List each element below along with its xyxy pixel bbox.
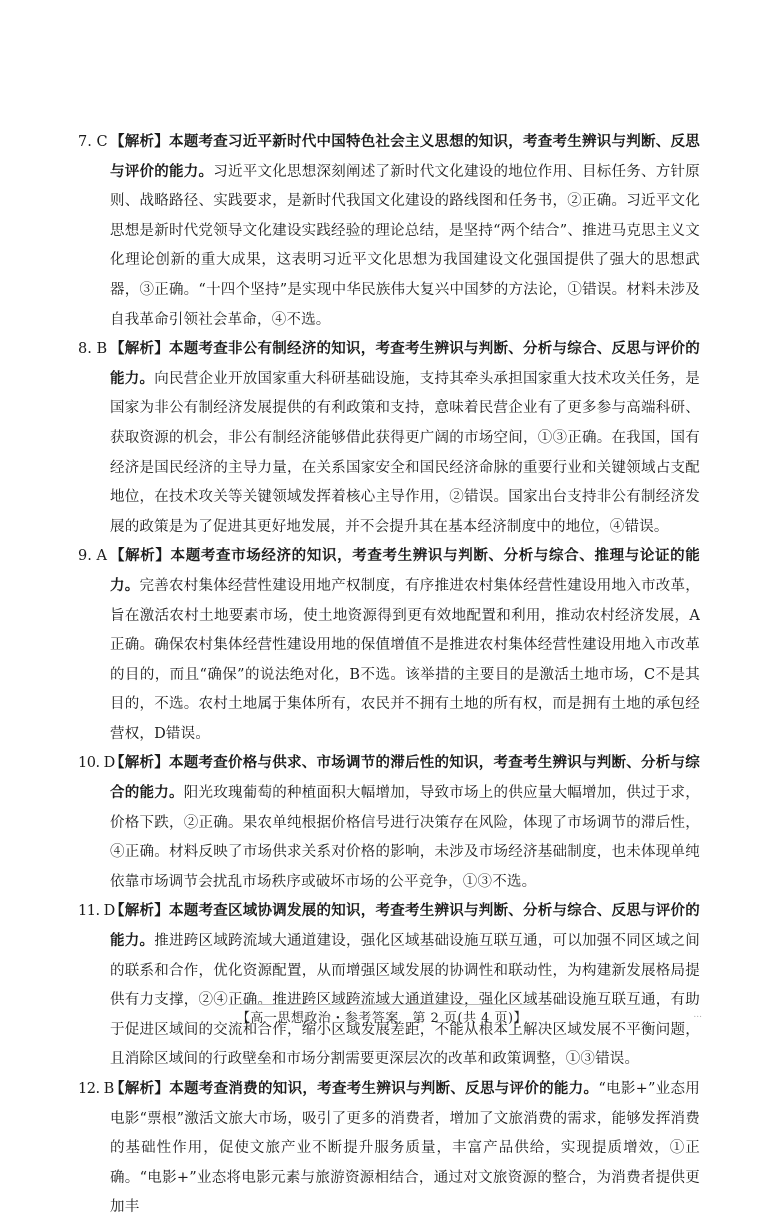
answer-number: 8. B	[78, 341, 108, 358]
analysis-heading: 【解析】本题考查习近平新时代中国特色社会主义思想的知识，考查考生辨识与判断、反思与评价的能力。	[110, 134, 700, 180]
answer-item-9	[78, 542, 700, 749]
corner-mark: ...	[693, 1010, 702, 1020]
answer-number: 12. B	[78, 1081, 114, 1097]
answer-number: 9. A	[78, 548, 107, 565]
footer-label: 【高一思想政治・参考答案 第 2 页(共 4 页)】	[229, 1004, 535, 1028]
answer-text	[110, 749, 700, 897]
analysis-heading: 【解析】本题考查非公有制经济的知识，考查考生辨识与判断、分析与综合、反思与评价的能力。	[110, 341, 700, 387]
answer-number: 7. C	[78, 134, 108, 150]
answer-text	[110, 897, 700, 1075]
analysis-body: 阳光玫瑰葡萄的种植面积大幅增加，导致市场上的供应量大幅增加，供过于求，价格下跌，②正确。果农单纯根据价格信号进行决策存在风险，体现了市场调节的滞后性，④正确。材料反映了市场供求关系对价格的影响，未涉及市场经济基础制度，也未体现单纯依靠市场调节会扰乱市场秩序或破坏市场的公平竞争，①③不选。	[110, 785, 701, 890]
analysis-body: 完善农村集体经营性建设用地产权制度，有序推进农村集体经营性建设用地入市改革，旨在激活农村土地要素市场，使土地资源得到更有效地配置和利用，推动农村经济发展，A正确。确保农村集体经营性建设用地的保值增值不是推进农村集体经营性建设用地入市改革的目的，而且“确保”的说法绝对化，B不选。该举措的主要目的是激活土地市场，C不是其目的，不选。农村土地属于集体所有，农民并不拥有土地的所有权，而是拥有土地的承包经营权，D错误。	[110, 577, 700, 742]
analysis-body: 推进跨区域跨流域大通道建设，强化区域基础设施互联互通，可以加强不同区域之间的联系和合作，优化资源配置，从而增强区域发展的协调性和联动性，为构建新发展格局提供有力支撑，②④正确。推进跨区域跨流域大通道建设，强化区域基础设施互联互通，有助于促进区域间的交流和合作，缩小区域发展差距，不能从根本上解决区域发展不平衡问题，且消除区域间的行政壁垒和市场分割需要更深层次的改革和政策调整，①③错误。	[110, 933, 700, 1068]
answer-document	[78, 128, 700, 1223]
page-footer	[0, 1004, 764, 1028]
answer-number: 11. D	[78, 903, 115, 920]
analysis-heading: 【解析】本题考查市场经济的知识，考查考生辨识与判断、分析与综合、推理与论证的能力。	[110, 548, 700, 594]
analysis-body: 向民营企业开放国家重大科研基础设施，支持其牵头承担国家重大技术攻关任务，是国家为非公有制经济发展提供的有利政策和支持，意味着民营企业有了更多参与高端科研、获取资源的机会，非公有制经济能够借此获得更广阔的市场空间，①③正确。在我国，国有经济是国民经济的主导力量，在关系国家安全和国民经济命脉的重要行业和关键领域占支配地位，在技术攻关等关键领域发挥着核心主导作用，②错误。国家出台支持非公有制经济发展的政策是为了促进其更好地发展，并不会提升其在基本经济制度中的地位，④错误。	[110, 370, 700, 535]
answer-item-8	[78, 335, 700, 542]
answer-item-12	[78, 1075, 700, 1223]
answer-text	[110, 128, 700, 335]
answer-item-11	[78, 897, 700, 1075]
answer-text	[110, 1075, 700, 1223]
analysis-body: 习近平文化思想深刻阐述了新时代文化建设的地位作用、目标任务、方针原则、战略路径、实践要求，是新时代我国文化建设的路线图和任务书，②正确。习近平文化思想是新时代党领导文化建设实践经验的理论总结，是坚持“两个结合”、推进马克思主义文化理论创新的重大成果，这表明习近平文化思想为我国建设文化强国提供了强大的思想武器，③正确。“十四个坚持”是实现中华民族伟大复兴中国梦的方法论，①错误。材料未涉及自我革命引领社会革命，④不选。	[110, 163, 700, 328]
analysis-heading: 【解析】本题考查区域协调发展的知识，考查考生辨识与判断、分析与综合、反思与评价的能力。	[110, 903, 700, 950]
answer-text	[110, 542, 700, 749]
analysis-heading: 【解析】本题考查价格与供求、市场调节的滞后性的知识，考查考生辨识与判断、分析与综合的能力。	[110, 755, 700, 802]
answer-item-10	[78, 749, 700, 897]
analysis-body: “电影+”业态用电影“票根”激活文旅大市场，吸引了更多的消费者，增加了文旅消费的需求，能够发挥消费的基础性作用，促使文旅产业不断提升服务质量，丰富产品供给，实现提质增效，①正确。“电影+”业态将电影元素与旅游资源相结合，通过对文旅资源的整合，为消费者提供更加丰	[110, 1081, 700, 1216]
analysis-heading: 【解析】本题考查消费的知识，考查考生辨识与判断、反思与评价的能力。	[110, 1081, 599, 1097]
answer-number: 10. D	[78, 755, 115, 772]
answer-text	[110, 335, 700, 542]
answer-item-7	[78, 128, 700, 335]
